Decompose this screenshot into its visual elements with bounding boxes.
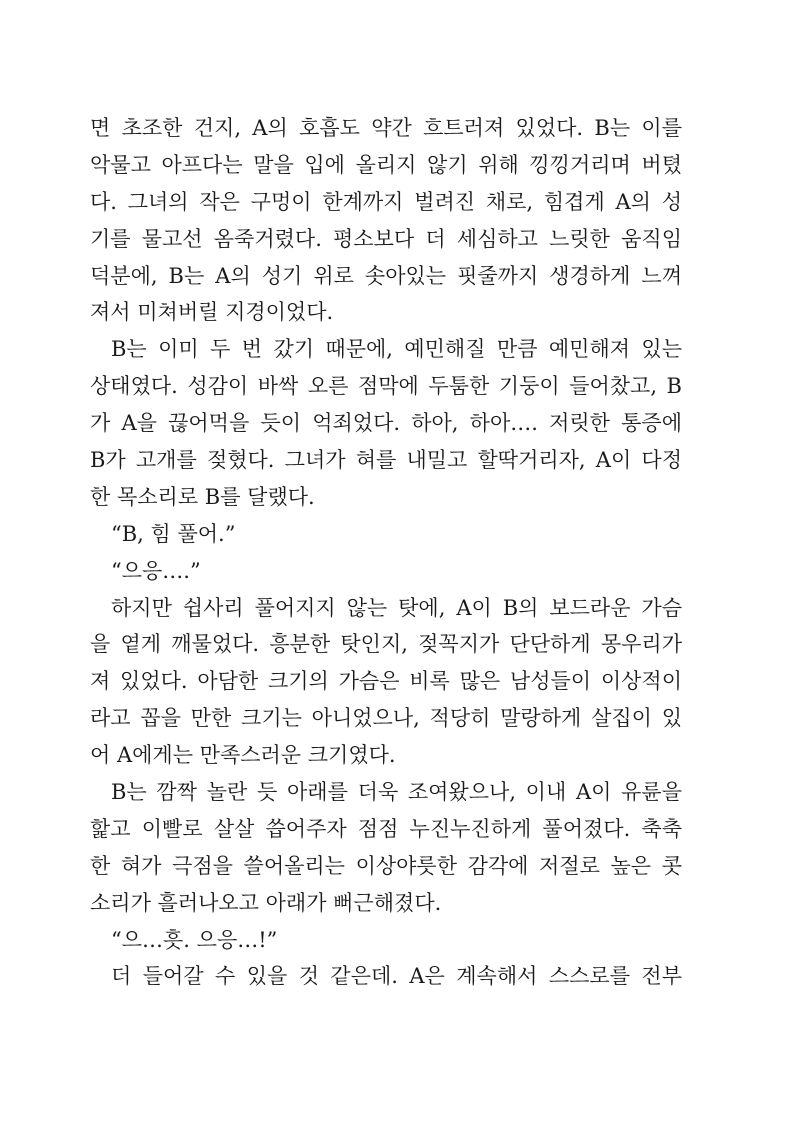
text-line: 을 옅게 깨물었다. 흥분한 탓인지, 젖꼭지가 단단하게 몽우리가 bbox=[90, 632, 682, 657]
text-line: 면 초조한 건지, A의 호흡도 약간 흐트러져 있었다. B는 이를 bbox=[90, 116, 682, 140]
text-line: 라고 꼽을 만한 크기는 아니었으나, 적당히 말랑하게 살집이 있 bbox=[90, 706, 682, 731]
text-line: 더 들어갈 수 있을 것 같은데. A은 계속해서 스스로를 전부 bbox=[111, 964, 682, 989]
text-line: 가 A을 끊어먹을 듯이 억죄었다. 하아, 하아…. 저릿한 통증에 bbox=[90, 411, 682, 436]
text-line: “으응….” bbox=[111, 558, 201, 583]
text-line: 악물고 아프다는 말을 입에 올리지 않기 위해 낑낑거리며 버텼 bbox=[90, 152, 682, 177]
text-line: 한 목소리로 B를 달랬다. bbox=[90, 484, 315, 509]
text-line: 져 있었다. 아담한 크기의 가슴은 비록 많은 남성들이 이상적이 bbox=[90, 669, 682, 694]
text-line: 덕분에, B는 A의 성기 위로 솟아있는 핏줄까지 생경하게 느껴 bbox=[90, 263, 682, 288]
body-text bbox=[90, 110, 682, 995]
text-line: 기를 물고선 옴죽거렸다. 평소보다 더 세심하고 느릿한 움직임 bbox=[90, 226, 682, 251]
text-line: “B, 힘 풀어.” bbox=[111, 521, 236, 546]
text-line: 소리가 흘러나오고 아래가 뻐근해졌다. bbox=[90, 890, 442, 915]
text-line: 져서 미쳐버릴 지경이었다. bbox=[90, 300, 334, 325]
text-line: B는 깜짝 놀란 듯 아래를 더욱 조여왔으나, 이내 A이 유륜을 bbox=[111, 780, 682, 805]
text-line: 다. 그녀의 작은 구멍이 한계까지 벌려진 채로, 힘겹게 A의 성 bbox=[90, 189, 682, 214]
text-line: 핥고 이빨로 살살 씁어주자 점점 누진누진하게 풀어졌다. 축축 bbox=[90, 816, 682, 841]
text-line: 상태였다. 성감이 바싹 오른 점막에 두툼한 기둥이 들어찼고, B bbox=[90, 374, 682, 399]
text-line: B는 이미 두 번 갔기 때문에, 예민해질 만큼 예민해져 있는 bbox=[111, 337, 682, 362]
text-line: “으…흣. 으응…!” bbox=[111, 927, 278, 952]
text-line: B가 고개를 젖혔다. 그녀가 혀를 내밀고 할딱거리자, A이 다정 bbox=[90, 448, 682, 473]
text-line: 하지만 쉽사리 풀어지지 않는 탓에, A이 B의 보드라운 가슴 bbox=[111, 595, 682, 620]
text-line: 한 혀가 극점을 쓸어올리는 이상야릇한 감각에 저절로 높은 콧 bbox=[90, 853, 682, 878]
text-line: 어 A에게는 만족스러운 크기였다. bbox=[90, 743, 396, 768]
